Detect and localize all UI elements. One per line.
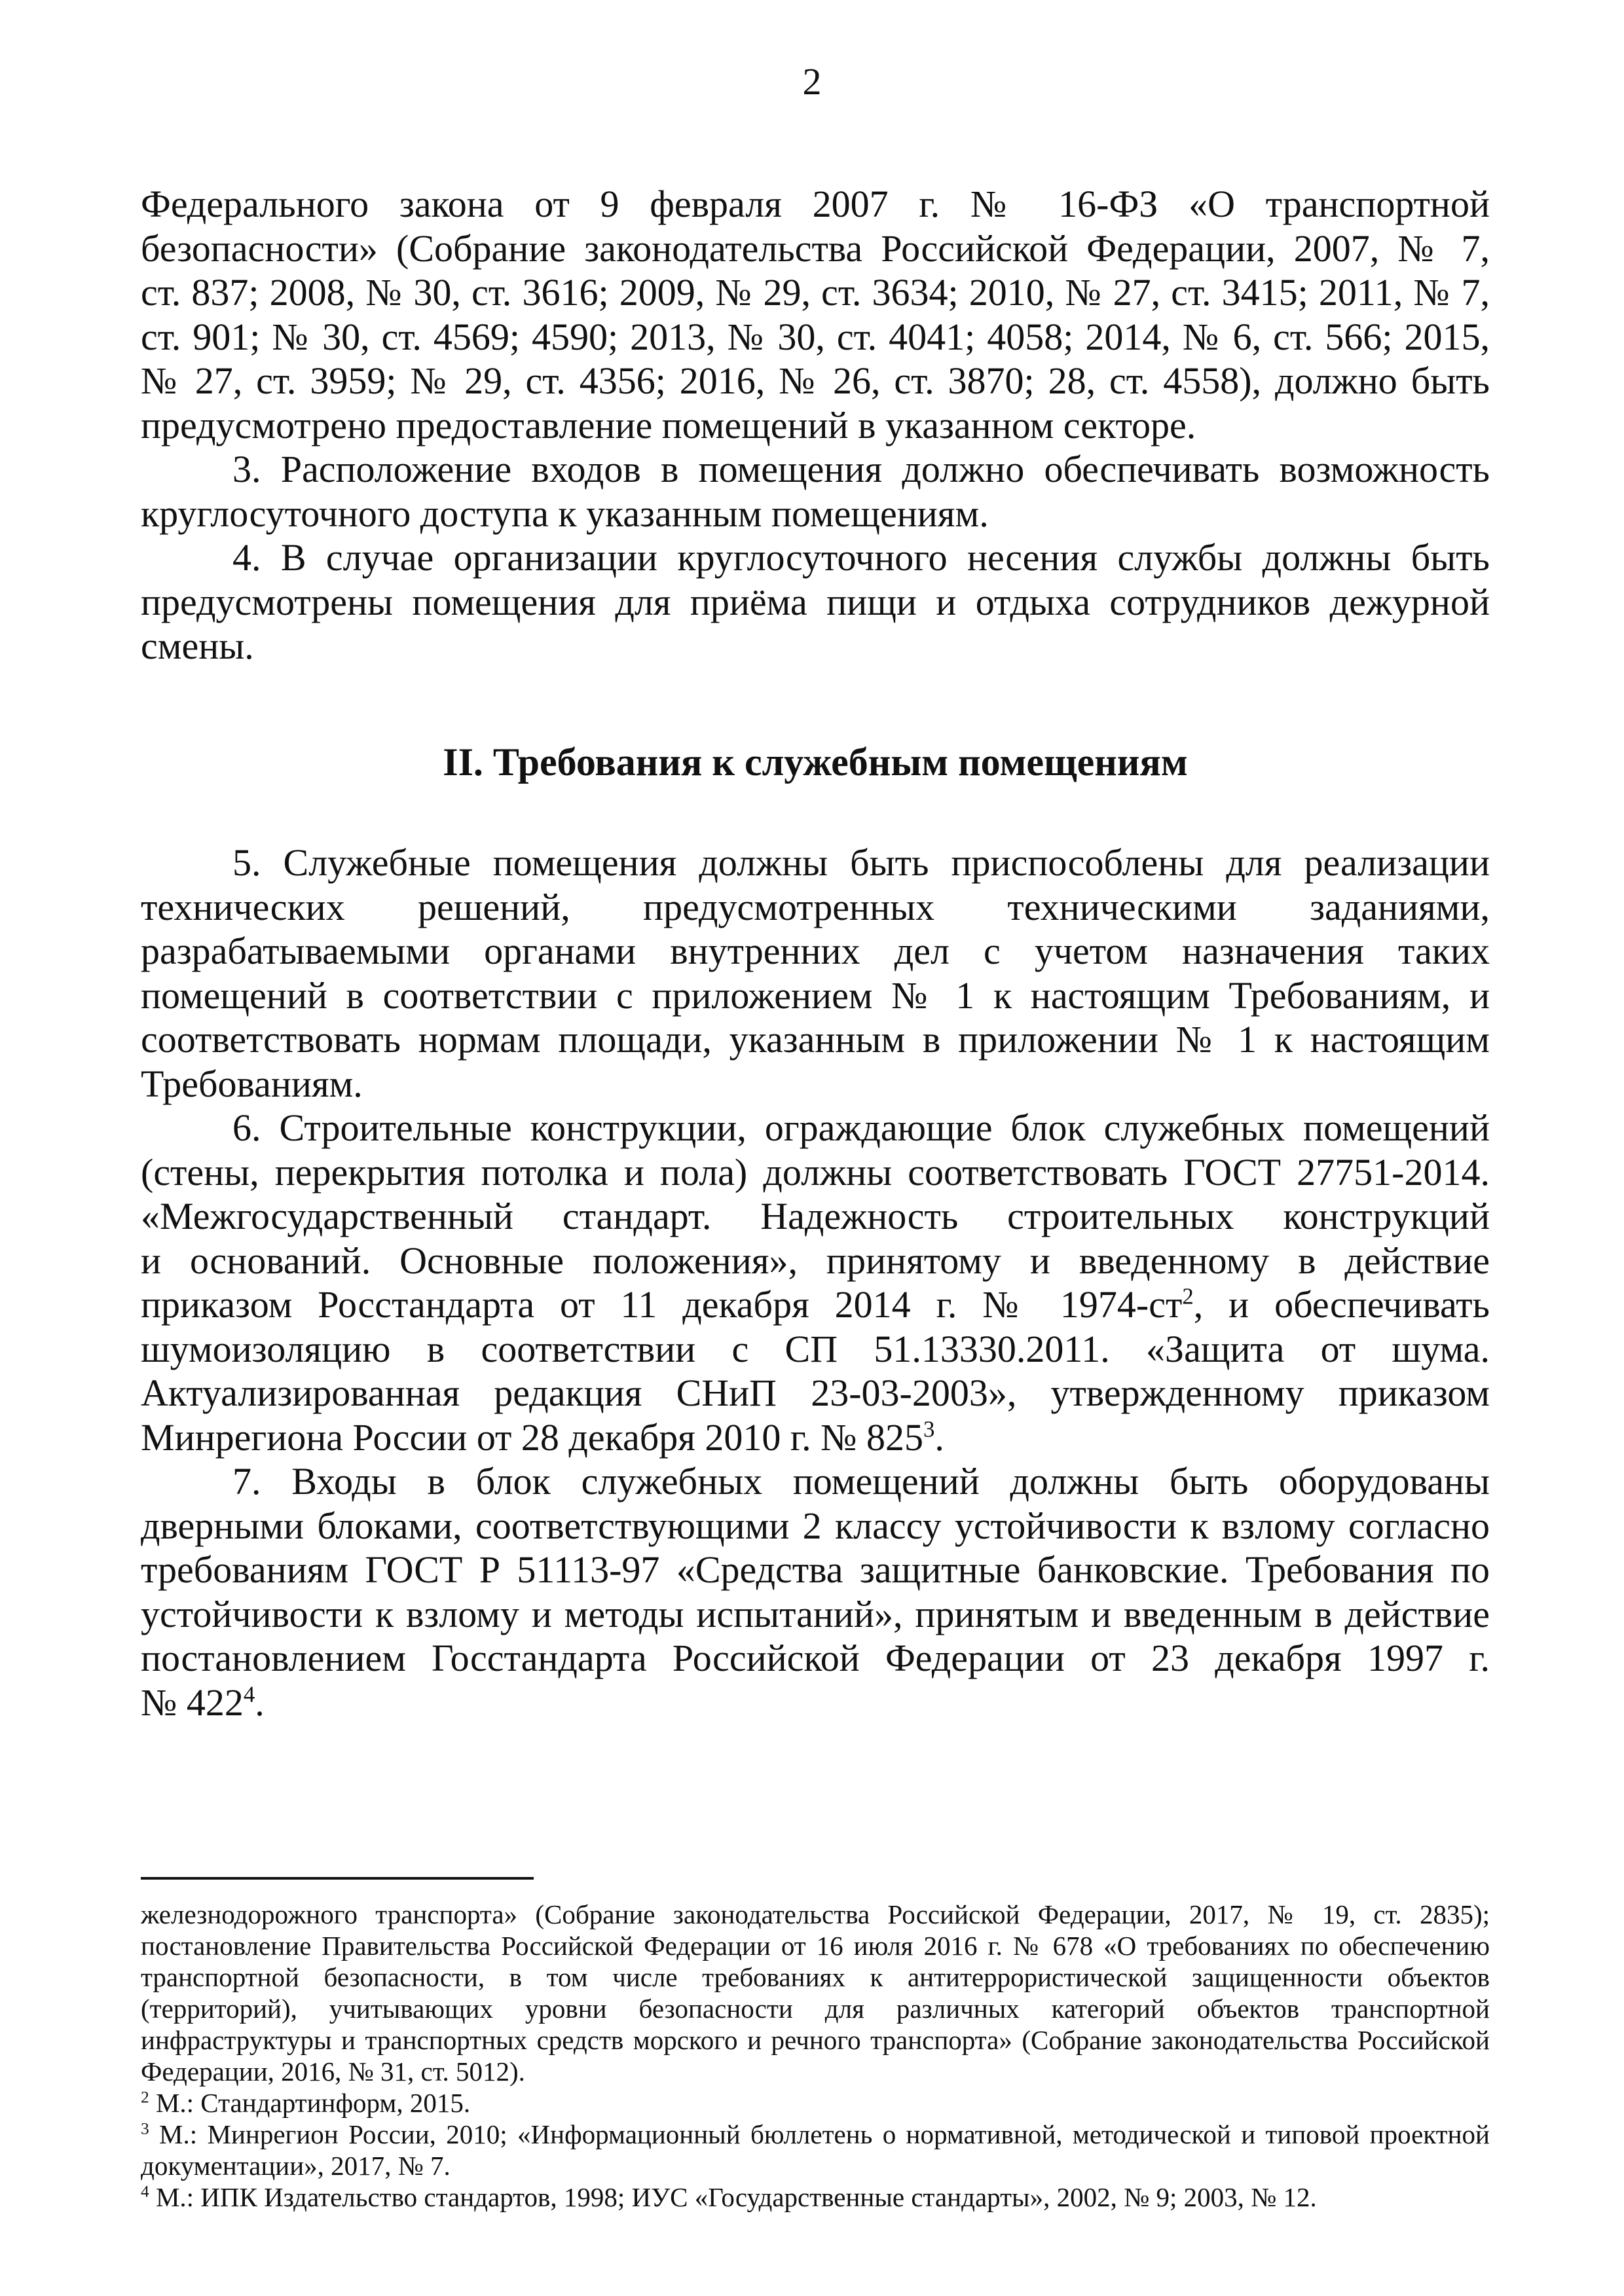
text-line: 3. Расположение входов в помещения должно обеспечивать возможность [232, 448, 1490, 490]
footnote-line [141, 2181, 1490, 2213]
text-line-with-footnote [141, 1415, 1490, 1460]
text-line: устойчивости к взлому и методы испытаний», принятым и введенным в действие [141, 1592, 1490, 1635]
text-line: разрабатываемыми органами внутренних дел с учетом назначения таких [141, 930, 1490, 972]
text-line: Актуализированная редакция СНиП 23-03-2003», утвержденному приказом [141, 1372, 1490, 1414]
paragraph-4 [141, 536, 1490, 668]
section-heading: II. Требования к служебным помещениям [443, 740, 1188, 784]
footnote-continuation [141, 1899, 1490, 2087]
text-line: (стены, перекрытия потолка и пола) должны соответствовать ГОСТ 27751-2014. [141, 1150, 1490, 1194]
text-line: 7. Входы в блок служебных помещений должны быть оборудованы [232, 1460, 1490, 1503]
footnote-4 [141, 2181, 1490, 2213]
text-line: № 27, ст. 3959; № 29, ст. 4356; 2016, № 26, ст. 3870; 28, ст. 4558), должно быть [141, 359, 1490, 402]
paragraph-6 [141, 1106, 1490, 1459]
text-fragment: приказом Росстандарта от 11 декабря 2014 г. № 1974-ст [141, 1283, 1183, 1326]
footnote-line: (территорий), учитывающих уровни безопасности для различных категорий объектов транспортной [141, 1994, 1490, 2024]
main-text [141, 182, 1490, 1724]
text-line: помещений в соответствии с приложением № 1 к настоящим Требованиям, и [141, 974, 1490, 1017]
text-line: технических решений, предусмотренных техническими заданиями, [141, 885, 1490, 928]
text-line: 5. Служебные помещения должны быть приспособлены для реализации [232, 841, 1490, 884]
footnote-2 [141, 2087, 1490, 2119]
text-line: безопасности» (Собрание законодательства Российской Федерации, 2007, № 7, [141, 227, 1490, 270]
footnote-line: Федерации, 2016, № 31, ст. 5012). [141, 2056, 525, 2086]
page-number: 2 [802, 60, 822, 103]
paragraph-7 [141, 1459, 1490, 1724]
text-line: «Межгосударственный стандарт. Надежность строительных конструкций [141, 1195, 1490, 1237]
text-line: соответствовать нормам площади, указанным в приложении № 1 к настоящим [141, 1018, 1490, 1061]
footnote-line [141, 2087, 1490, 2119]
text-fragment: . [934, 1415, 944, 1459]
footnote-marker: 2 [141, 2088, 149, 2107]
footnote-marker: 4 [141, 2182, 149, 2201]
footnote-ref-2: 2 [1182, 1283, 1194, 1309]
footnote-line: железнодорожного транспорта» (Собрание законодательства Российской Федерации, 2017, № 19, ст. 2835); [141, 1899, 1490, 1929]
text-line: круглосуточного доступа к указанным помещениям. [141, 492, 989, 535]
footnote-line: документации», 2017, № 7. [141, 2151, 451, 2181]
footnote-line: транспортной безопасности, в том числе требованиях к антитеррористической защищенности объектов [141, 1962, 1490, 1992]
text-line: смены. [141, 625, 254, 667]
footnote-separator [141, 1877, 534, 1880]
footnote-line: инфраструктуры и транспортных средств морского и речного транспорта» (Собрание законодательства Российской [141, 2025, 1490, 2055]
text-line-with-footnote [141, 1681, 1490, 1725]
text-line: и оснований. Основные положения», принятому и введенному в действие [141, 1239, 1490, 1282]
footnote-text: М.: Минрегион России, 2010; «Информационный бюллетень о нормативной, методической и типовой проектной [149, 2119, 1490, 2149]
text-line: Требованиям. [141, 1062, 363, 1105]
text-line: дверными блоками, соответствующими 2 классу устойчивости к взлому согласно [141, 1504, 1490, 1547]
text-line: 6. Строительные конструкции, ограждающие блок служебных помещений [232, 1106, 1490, 1149]
text-fragment: . [255, 1681, 265, 1724]
text-fragment: Минрегиона России от 28 декабря 2010 г. № 825 [141, 1415, 923, 1459]
text-fragment: № 422 [141, 1681, 244, 1724]
text-line: ст. 837; 2008, № 30, ст. 3616; 2009, № 29, ст. 3634; 2010, № 27, ст. 3415; 2011, № 7, [141, 271, 1490, 314]
footnote-line [141, 2119, 1490, 2150]
text-line: требованиям ГОСТ Р 51113-97 «Средства защитные банковские. Требования по [141, 1548, 1490, 1591]
footnote-text: М.: Стандартинформ, 2015. [149, 2088, 471, 2118]
text-line: 4. В случае организации круглосуточного несения службы должны быть [232, 536, 1490, 579]
text-line-with-footnote [141, 1283, 1490, 1327]
footnote-marker: 3 [141, 2119, 149, 2138]
text-line: ст. 901; № 30, ст. 4569; 4590; 2013, № 30, ст. 4041; 4058; 2014, № 6, ст. 566; 2015, [141, 315, 1490, 358]
text-line: шумоизоляцию в соответствии с СП 51.13330.2011. «Защита от шума. [141, 1327, 1490, 1370]
text-line: постановлением Госстандарта Российской Федерации от 23 декабря 1997 г. [141, 1637, 1490, 1679]
footnotes [141, 1899, 1490, 2213]
paragraph-3 [141, 447, 1490, 536]
paragraph-5 [141, 841, 1490, 1106]
text-line: предусмотрено предоставление помещений в указанном секторе. [141, 403, 1196, 446]
footnote-ref-3: 3 [923, 1416, 935, 1442]
footnote-3 [141, 2119, 1490, 2181]
paragraph-intro [141, 182, 1490, 447]
footnote-text: М.: ИПК Издательство стандартов, 1998; ИУС «Государственные стандарты», 2002, № 9; 2003, № 12. [149, 2182, 1317, 2212]
footnote-line: постановление Правительства Российской Федерации от 16 июля 2016 г. № 678 «О требованиях по обеспечению [141, 1931, 1490, 1961]
text-fragment: , и обеспечивать [1193, 1283, 1490, 1326]
footnote-ref-4: 4 [243, 1681, 255, 1707]
text-line: предусмотрены помещения для приёма пищи и отдыха сотрудников дежурной [141, 580, 1490, 623]
text-line: Федерального закона от 9 февраля 2007 г. № 16-ФЗ «О транспортной [141, 183, 1490, 225]
